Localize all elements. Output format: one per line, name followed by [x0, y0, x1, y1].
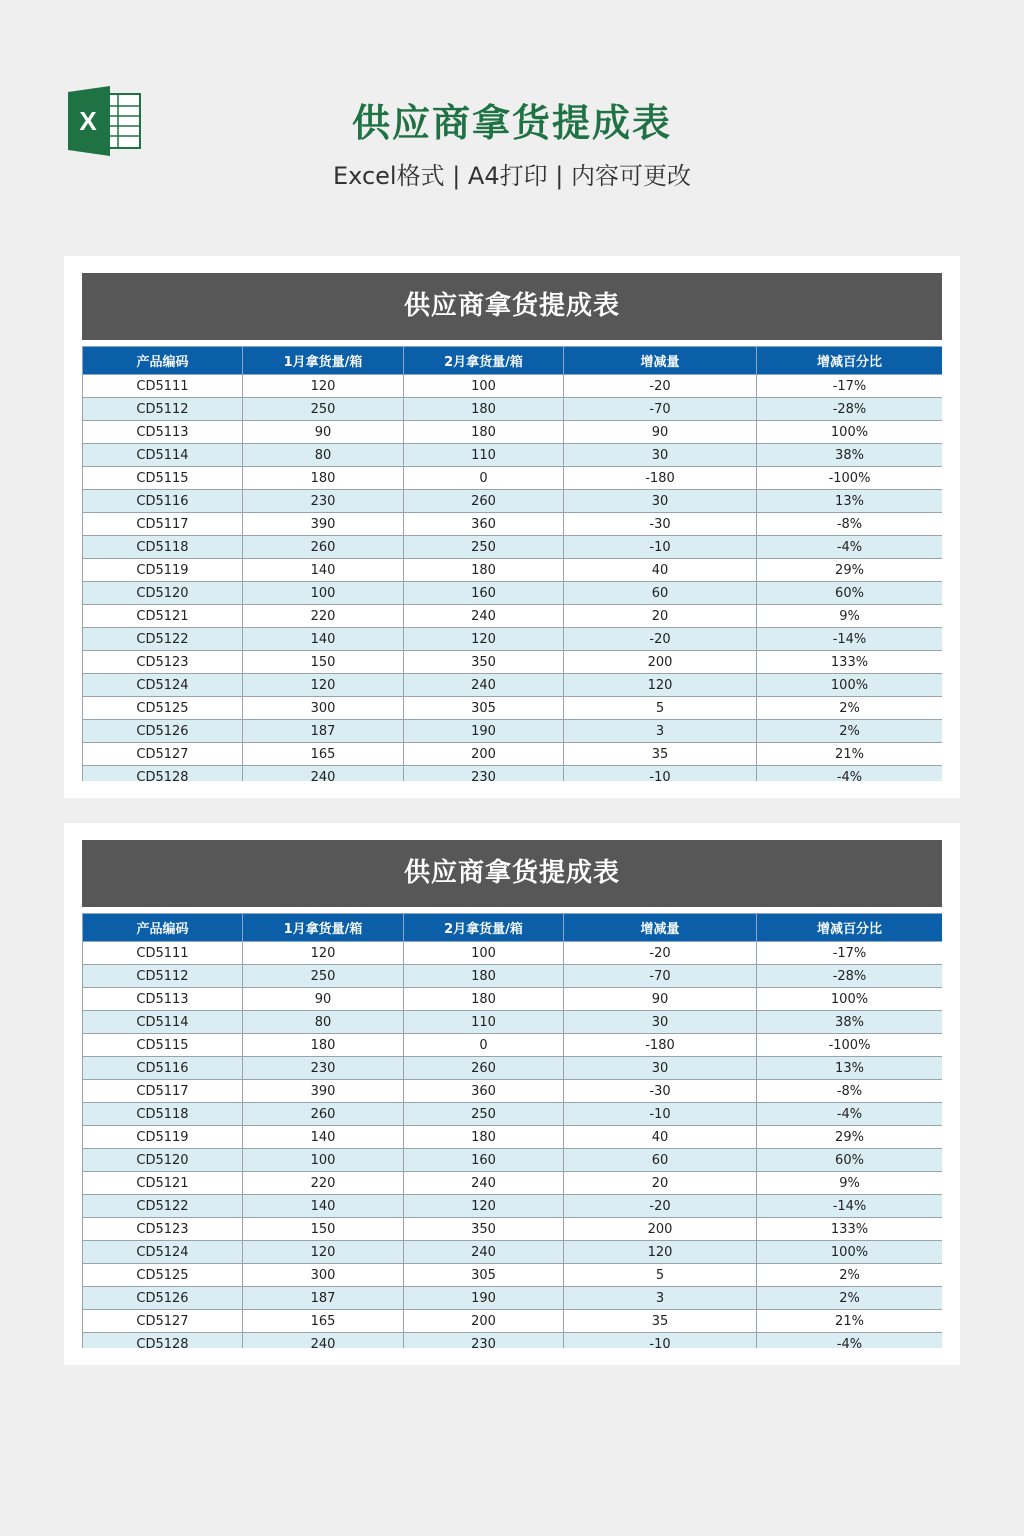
table-row	[83, 467, 943, 490]
table-cell: 240	[404, 605, 564, 628]
table-row	[83, 651, 943, 674]
table-cell: -20	[564, 375, 757, 398]
table-cell: 300	[243, 697, 404, 720]
table-cell: 220	[243, 605, 404, 628]
table-cell: 305	[404, 697, 564, 720]
column-header: 2月拿货量/箱	[404, 914, 564, 942]
table-cell: 230	[404, 1333, 564, 1349]
table-row	[83, 697, 943, 720]
data-table	[82, 346, 942, 781]
table-cell: 180	[404, 988, 564, 1011]
table-cell: CD5118	[83, 536, 243, 559]
table-cell: 160	[404, 1149, 564, 1172]
table-cell: 9%	[757, 605, 943, 628]
table-cell: 0	[404, 1034, 564, 1057]
table-cell: 90	[564, 421, 757, 444]
table-cell: 100	[404, 375, 564, 398]
table-cell: CD5125	[83, 1264, 243, 1287]
table-cell: -20	[564, 1195, 757, 1218]
table-cell: 133%	[757, 1218, 943, 1241]
table-cell: 30	[564, 1057, 757, 1080]
sheet-title: 供应商拿货提成表	[82, 840, 942, 907]
table-cell: -10	[564, 536, 757, 559]
table-cell: 190	[404, 1287, 564, 1310]
table-cell: CD5122	[83, 1195, 243, 1218]
table-row	[83, 1103, 943, 1126]
table-cell: 2%	[757, 697, 943, 720]
table-row	[83, 1195, 943, 1218]
table-row	[83, 1333, 943, 1349]
table-cell: 120	[404, 1195, 564, 1218]
page-subtitle: Excel格式 | A4打印 | 内容可更改	[333, 162, 691, 190]
table-cell: CD5114	[83, 444, 243, 467]
table-cell: 38%	[757, 444, 943, 467]
table-cell: 230	[243, 1057, 404, 1080]
table-cell: 30	[564, 1011, 757, 1034]
table-cell: 13%	[757, 1057, 943, 1080]
table-row	[83, 1034, 943, 1057]
table-cell: 250	[404, 536, 564, 559]
table-cell: CD5119	[83, 1126, 243, 1149]
table-cell: -20	[564, 942, 757, 965]
table-cell: 180	[404, 965, 564, 988]
table-cell: 305	[404, 1264, 564, 1287]
data-table	[82, 913, 942, 1348]
table-row	[83, 988, 943, 1011]
table-row	[83, 674, 943, 697]
column-header: 2月拿货量/箱	[404, 347, 564, 375]
table-cell: 29%	[757, 1126, 943, 1149]
table-cell: -4%	[757, 1333, 943, 1349]
table-cell: 120	[243, 1241, 404, 1264]
column-header: 增减量	[564, 347, 757, 375]
table-cell: CD5125	[83, 697, 243, 720]
table-cell: 133%	[757, 651, 943, 674]
table-cell: 60	[564, 1149, 757, 1172]
table-cell: 35	[564, 743, 757, 766]
table-cell: -10	[564, 1103, 757, 1126]
page-title: 供应商拿货提成表	[351, 101, 672, 145]
table-row	[83, 398, 943, 421]
table-cell: 30	[564, 490, 757, 513]
table-cell: 150	[243, 651, 404, 674]
column-header: 增减百分比	[757, 914, 943, 942]
table-row	[83, 1264, 943, 1287]
table-cell: -17%	[757, 375, 943, 398]
table-cell: 220	[243, 1172, 404, 1195]
table-cell: 5	[564, 697, 757, 720]
table-cell: -28%	[757, 965, 943, 988]
table-row	[83, 1241, 943, 1264]
table-row	[83, 1172, 943, 1195]
table-row	[83, 375, 943, 398]
table-cell: -4%	[757, 1103, 943, 1126]
table-cell: CD5123	[83, 1218, 243, 1241]
table-cell: 100%	[757, 421, 943, 444]
table-row	[83, 582, 943, 605]
table-cell: 2%	[757, 1287, 943, 1310]
table-cell: 250	[243, 965, 404, 988]
table-cell: 120	[564, 1241, 757, 1264]
table-cell: 120	[243, 375, 404, 398]
table-cell: CD5120	[83, 1149, 243, 1172]
table-cell: CD5128	[83, 1333, 243, 1349]
table-cell: 180	[404, 1126, 564, 1149]
table-cell: -28%	[757, 398, 943, 421]
table-cell: 240	[243, 1333, 404, 1349]
table-cell: 390	[243, 513, 404, 536]
table-cell: 30	[564, 444, 757, 467]
table-cell: -20	[564, 628, 757, 651]
table-row	[83, 1126, 943, 1149]
table-cell: CD5113	[83, 988, 243, 1011]
table-row	[83, 490, 943, 513]
table-cell: CD5127	[83, 743, 243, 766]
table-cell: 40	[564, 1126, 757, 1149]
table-cell: -100%	[757, 467, 943, 490]
table-cell: 200	[404, 743, 564, 766]
table-row	[83, 605, 943, 628]
table-cell: -8%	[757, 513, 943, 536]
table-cell: 140	[243, 1195, 404, 1218]
table-cell: -10	[564, 1333, 757, 1349]
column-header: 增减量	[564, 914, 757, 942]
table-cell: 350	[404, 1218, 564, 1241]
table-cell: 160	[404, 582, 564, 605]
table-cell: 110	[404, 444, 564, 467]
table-cell: CD5121	[83, 1172, 243, 1195]
table-cell: 100	[404, 942, 564, 965]
table-cell: 90	[564, 988, 757, 1011]
table-cell: 100%	[757, 674, 943, 697]
table-cell: 100%	[757, 988, 943, 1011]
table-cell: 260	[404, 1057, 564, 1080]
sheet-title: 供应商拿货提成表	[82, 273, 942, 340]
table-cell: 60%	[757, 1149, 943, 1172]
table-cell: CD5128	[83, 766, 243, 782]
column-header: 1月拿货量/箱	[243, 347, 404, 375]
table-cell: -180	[564, 1034, 757, 1057]
table-cell: CD5120	[83, 582, 243, 605]
table-cell: 260	[404, 490, 564, 513]
column-header: 1月拿货量/箱	[243, 914, 404, 942]
table-row	[83, 444, 943, 467]
spreadsheet-1	[82, 273, 942, 781]
table-row	[83, 536, 943, 559]
table-row	[83, 1310, 943, 1333]
table-cell: 200	[404, 1310, 564, 1333]
table-cell: CD5122	[83, 628, 243, 651]
table-cell: -100%	[757, 1034, 943, 1057]
table-cell: 165	[243, 743, 404, 766]
table-row	[83, 743, 943, 766]
table-cell: -4%	[757, 536, 943, 559]
table-cell: 90	[243, 421, 404, 444]
table-cell: 110	[404, 1011, 564, 1034]
table-cell: 360	[404, 1080, 564, 1103]
table-cell: 230	[404, 766, 564, 782]
table-cell: 230	[243, 490, 404, 513]
table-cell: CD5116	[83, 1057, 243, 1080]
table-cell: 200	[564, 1218, 757, 1241]
column-header: 产品编码	[83, 347, 243, 375]
table-cell: 21%	[757, 1310, 943, 1333]
table-row	[83, 720, 943, 743]
table-cell: 140	[243, 559, 404, 582]
table-cell: 20	[564, 605, 757, 628]
table-cell: 100%	[757, 1241, 943, 1264]
table-cell: 60%	[757, 582, 943, 605]
table-cell: 140	[243, 628, 404, 651]
table-cell: 35	[564, 1310, 757, 1333]
table-cell: -4%	[757, 766, 943, 782]
table-cell: CD5115	[83, 1034, 243, 1057]
table-cell: 3	[564, 720, 757, 743]
table-cell: 120	[404, 628, 564, 651]
table-cell: 120	[243, 674, 404, 697]
table-row	[83, 1218, 943, 1241]
table-cell: 3	[564, 1287, 757, 1310]
table-cell: -70	[564, 965, 757, 988]
header-row	[83, 347, 943, 375]
table-cell: CD5117	[83, 513, 243, 536]
table-cell: 180	[404, 559, 564, 582]
table-cell: CD5124	[83, 1241, 243, 1264]
sheet-preview-2	[64, 823, 960, 1365]
table-cell: CD5126	[83, 1287, 243, 1310]
table-cell: 2%	[757, 1264, 943, 1287]
table-cell: 9%	[757, 1172, 943, 1195]
table-cell: -10	[564, 766, 757, 782]
table-cell: 240	[243, 766, 404, 782]
table-cell: -70	[564, 398, 757, 421]
table-cell: CD5117	[83, 1080, 243, 1103]
table-cell: 390	[243, 1080, 404, 1103]
table-cell: CD5121	[83, 605, 243, 628]
table-cell: -8%	[757, 1080, 943, 1103]
table-cell: -180	[564, 467, 757, 490]
table-row	[83, 421, 943, 444]
table-cell: 240	[404, 1172, 564, 1195]
sheet-preview-1	[64, 256, 960, 798]
table-cell: 250	[404, 1103, 564, 1126]
table-cell: 300	[243, 1264, 404, 1287]
table-cell: 0	[404, 467, 564, 490]
table-cell: CD5119	[83, 559, 243, 582]
table-cell: 260	[243, 1103, 404, 1126]
header-row	[83, 914, 943, 942]
table-cell: 250	[243, 398, 404, 421]
table-cell: 29%	[757, 559, 943, 582]
table-cell: 100	[243, 1149, 404, 1172]
table-cell: CD5118	[83, 1103, 243, 1126]
table-cell: 90	[243, 988, 404, 1011]
table-cell: CD5111	[83, 942, 243, 965]
table-cell: 100	[243, 582, 404, 605]
table-cell: 240	[404, 674, 564, 697]
table-cell: 200	[564, 651, 757, 674]
table-cell: 60	[564, 582, 757, 605]
table-cell: 80	[243, 1011, 404, 1034]
column-header: 增减百分比	[757, 347, 943, 375]
table-row	[83, 965, 943, 988]
table-cell: -14%	[757, 1195, 943, 1218]
table-cell: 187	[243, 1287, 404, 1310]
table-cell: 40	[564, 559, 757, 582]
table-cell: 150	[243, 1218, 404, 1241]
table-cell: 38%	[757, 1011, 943, 1034]
table-row	[83, 1149, 943, 1172]
table-row	[83, 1057, 943, 1080]
table-row	[83, 559, 943, 582]
table-cell: 165	[243, 1310, 404, 1333]
table-cell: CD5116	[83, 490, 243, 513]
table-cell: CD5127	[83, 1310, 243, 1333]
table-cell: 360	[404, 513, 564, 536]
table-cell: CD5126	[83, 720, 243, 743]
table-cell: 2%	[757, 720, 943, 743]
table-cell: CD5111	[83, 375, 243, 398]
table-cell: 20	[564, 1172, 757, 1195]
table-cell: 13%	[757, 490, 943, 513]
table-cell: CD5123	[83, 651, 243, 674]
table-cell: 21%	[757, 743, 943, 766]
table-cell: CD5112	[83, 965, 243, 988]
table-cell: 120	[243, 942, 404, 965]
table-cell: 180	[243, 1034, 404, 1057]
spreadsheet-2	[82, 840, 942, 1348]
table-cell: 190	[404, 720, 564, 743]
table-cell: 5	[564, 1264, 757, 1287]
table-row	[83, 766, 943, 782]
table-cell: 180	[404, 421, 564, 444]
table-cell: 180	[404, 398, 564, 421]
table-cell: CD5112	[83, 398, 243, 421]
table-cell: -30	[564, 1080, 757, 1103]
table-cell: 120	[564, 674, 757, 697]
table-row	[83, 1287, 943, 1310]
table-cell: 260	[243, 536, 404, 559]
table-row	[83, 628, 943, 651]
table-cell: CD5124	[83, 674, 243, 697]
table-cell: -14%	[757, 628, 943, 651]
table-cell: 80	[243, 444, 404, 467]
table-cell: CD5114	[83, 1011, 243, 1034]
table-row	[83, 1011, 943, 1034]
table-cell: CD5113	[83, 421, 243, 444]
table-cell: CD5115	[83, 467, 243, 490]
table-cell: 140	[243, 1126, 404, 1149]
logo-letter: X	[79, 106, 97, 136]
table-cell: 187	[243, 720, 404, 743]
column-header: 产品编码	[83, 914, 243, 942]
table-cell: 350	[404, 651, 564, 674]
table-row	[83, 942, 943, 965]
table-cell: -17%	[757, 942, 943, 965]
table-row	[83, 513, 943, 536]
table-cell: -30	[564, 513, 757, 536]
table-cell: 240	[404, 1241, 564, 1264]
table-cell: 180	[243, 467, 404, 490]
table-row	[83, 1080, 943, 1103]
